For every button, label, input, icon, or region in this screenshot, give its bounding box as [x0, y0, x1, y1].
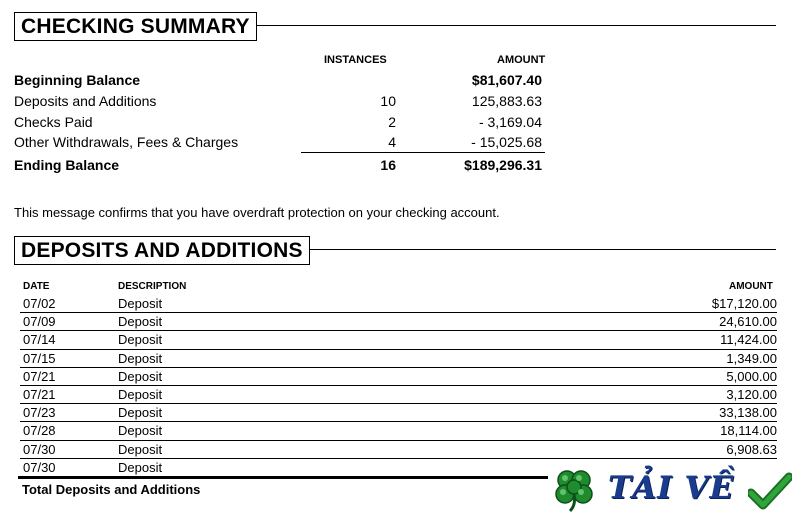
summary-amount: - 15,025.68: [471, 134, 542, 150]
deposit-description: Deposit: [118, 314, 163, 330]
description-column-header: DESCRIPTION: [118, 281, 187, 292]
amount-column-header: AMOUNT: [497, 54, 546, 66]
summary-amount: - 3,169.04: [478, 114, 542, 130]
summary-amount: $81,607.40: [471, 72, 542, 88]
checking-summary-title: CHECKING SUMMARY: [14, 12, 257, 41]
summary-label: Deposits and Additions: [14, 93, 157, 109]
deposit-description: Deposit: [118, 332, 163, 348]
deposit-date: 07/30: [23, 441, 56, 457]
clover-icon: [550, 465, 598, 513]
table-row: [20, 386, 777, 404]
total-deposits-label: Total Deposits and Additions: [22, 482, 201, 497]
overdraft-message: This message confirms that you have overdraft protection on your checking account.: [14, 205, 500, 220]
summary-instances: 2: [388, 114, 396, 130]
table-row: [20, 350, 777, 368]
deposit-description: Deposit: [118, 350, 163, 366]
summary-label: Beginning Balance: [14, 72, 141, 88]
deposit-description: Deposit: [118, 423, 163, 439]
watermark-text: TẢI VỀ: [608, 470, 735, 506]
summary-instances: 4: [388, 134, 396, 150]
date-column-header: DATE: [23, 281, 50, 292]
deposit-date: 07/30: [23, 459, 56, 475]
deposit-amount: 33,138.00: [719, 405, 777, 421]
deposit-amount: 3,120.00: [726, 386, 777, 402]
table-row: [20, 404, 777, 422]
deposit-description: Deposit: [118, 296, 163, 311]
watermark-logo: [548, 463, 800, 519]
deposit-date: 07/23: [23, 405, 56, 421]
instances-column-header: INSTANCES: [324, 54, 387, 66]
summary-total-rule: [301, 152, 545, 153]
table-row: [20, 368, 777, 386]
summary-amount: $189,296.31: [464, 157, 542, 173]
summary-row-beginning-balance: [14, 70, 554, 90]
deposits-title: DEPOSITS AND ADDITIONS: [14, 236, 310, 265]
deposits-header: [14, 236, 776, 264]
deposit-description: Deposit: [118, 441, 163, 457]
summary-row-other-withdrawals: [14, 132, 554, 152]
total-rule: [18, 476, 578, 479]
deposit-description: Deposit: [118, 405, 163, 421]
summary-row-ending-balance: [14, 155, 554, 175]
deposit-date: 07/09: [23, 314, 56, 330]
deposit-amount: 11,424.00: [720, 332, 777, 348]
summary-amount: 125,883.63: [471, 93, 542, 109]
summary-row-checks-paid: [14, 112, 554, 132]
table-row: [20, 331, 777, 349]
deposit-description: Deposit: [118, 386, 163, 402]
deposit-date: 07/21: [23, 368, 56, 384]
deposit-date: 07/14: [23, 332, 56, 348]
table-row: [20, 441, 777, 459]
deposits-table: [20, 295, 777, 477]
deposit-amount: 18,114.00: [720, 423, 777, 439]
deposit-date: 07/21: [23, 386, 56, 402]
deposit-amount: 5,000.00: [726, 368, 777, 384]
summary-label: Checks Paid: [14, 114, 93, 130]
summary-instances: 16: [380, 157, 396, 173]
table-row: [20, 422, 777, 440]
summary-row-deposits: [14, 91, 554, 111]
checking-summary-header: [14, 12, 776, 40]
deposit-amount-column-header: AMOUNT: [729, 281, 773, 292]
deposit-description: Deposit: [118, 368, 163, 384]
table-row: [20, 295, 777, 313]
deposit-date: 07/28: [23, 423, 56, 439]
deposit-amount: 6,908.63: [726, 441, 777, 457]
summary-label: Ending Balance: [14, 157, 120, 173]
summary-instances: 10: [380, 93, 396, 109]
deposit-amount: 1,349.00: [726, 350, 777, 366]
deposit-amount: $17,120.00: [711, 296, 777, 311]
deposit-date: 07/15: [23, 350, 56, 366]
checkmark-icon: [748, 471, 792, 511]
deposit-amount: 24,610.00: [719, 314, 777, 330]
summary-label: Other Withdrawals, Fees & Charges: [14, 134, 239, 150]
deposit-date: 07/02: [23, 296, 56, 311]
deposit-description: Deposit: [118, 459, 163, 475]
table-row: [20, 313, 777, 331]
